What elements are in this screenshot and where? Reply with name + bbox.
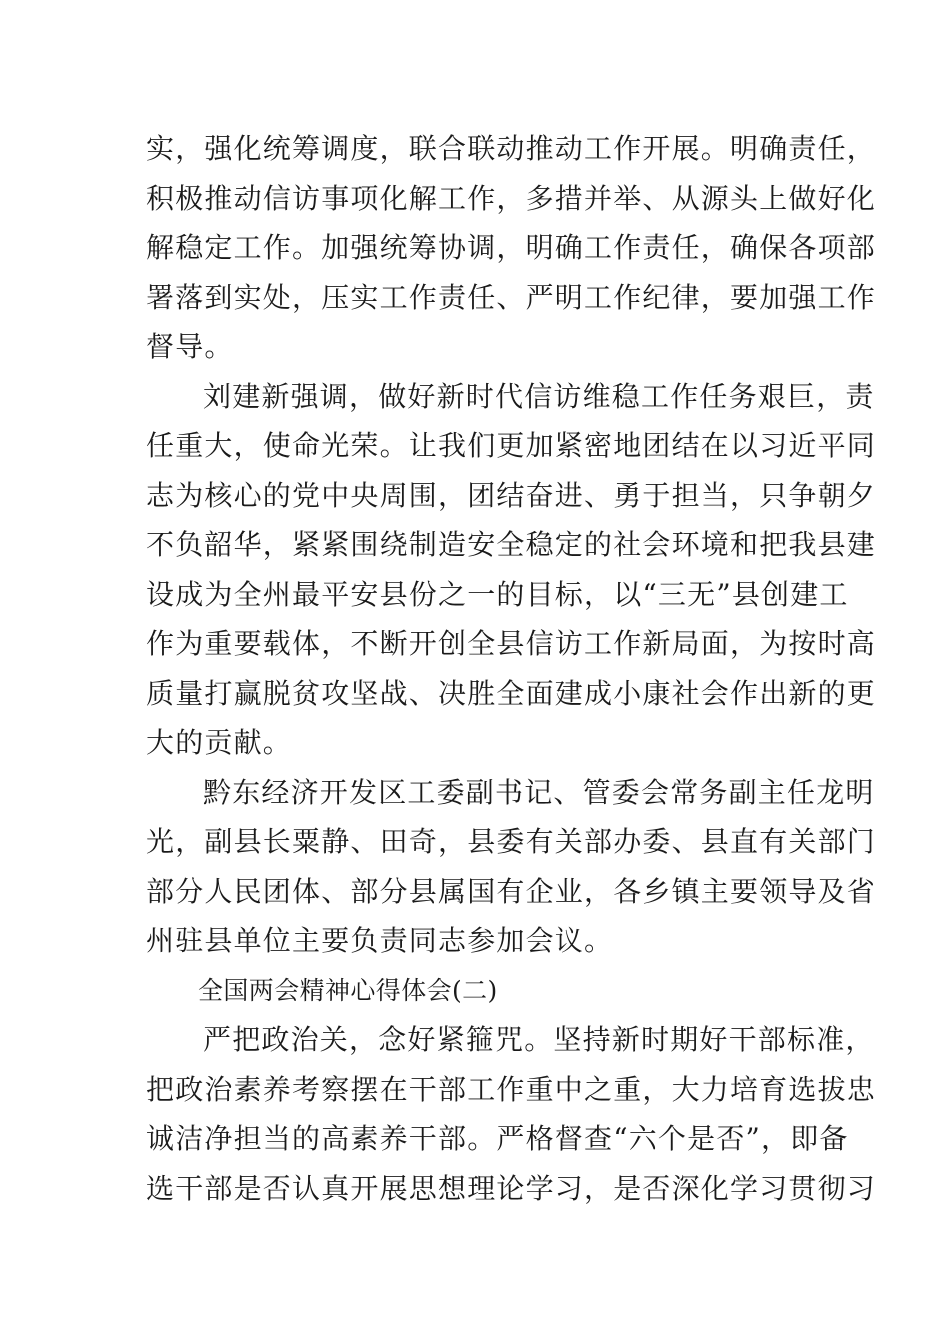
paragraph-3-line-3: 部分人民团体、部分县属国有企业，各乡镇主要领导及省	[146, 874, 877, 908]
paragraph-2-line-6: 作为重要载体，不断开创全县信访工作新局面，为按时高	[146, 627, 877, 660]
paragraph-1-line-2: 积极推动信访事项化解工作，多措并举、从源头上做好化	[146, 181, 877, 215]
section-heading: 全国两会精神心得体会(二)	[198, 975, 498, 1005]
paragraph-2-line-8: 大的贡献。	[146, 726, 293, 759]
paragraph-2-line-5: 设成为全州最平安县份之一的目标，以“三无”县创建工	[146, 577, 849, 611]
paragraph-2-line-2: 任重大，使命光荣。让我们更加紧密地团结在以习近平同	[146, 429, 877, 462]
paragraph-3-line-4: 州驻县单位主要负责同志参加会议。	[146, 924, 614, 957]
paragraph-4-line-3: 诚洁净担当的高素养干部。严格督查“六个是否”，即备	[146, 1122, 849, 1155]
paragraph-2-line-3: 志为核心的党中央周围，团结奋进、勇于担当，只争朝夕	[146, 478, 877, 512]
paragraph-2-line-4: 不负韶华，紧紧围绕制造安全稳定的社会环境和把我县建	[146, 528, 877, 561]
document-body	[146, 124, 877, 1213]
paragraph-3-line-2: 光，副县长粟静、田奇，县委有关部办委、县直有关部门	[146, 825, 877, 858]
paragraph-1-line-3: 解稳定工作。加强统筹协调，明确工作责任，确保各项部	[146, 231, 877, 264]
paragraph-4-line-2: 把政治素养考察摆在干部工作重中之重，大力培育选拔忠	[146, 1072, 877, 1106]
paragraph-4-line-1: 严把政治关，念好紧箍咒。坚持新时期好干部标准，	[203, 1023, 875, 1056]
paragraph-1-line-1: 实，强化统筹调度，联合联动推动工作开展。明确责任，	[146, 132, 877, 165]
paragraph-1-line-5: 督导。	[146, 330, 234, 363]
paragraph-2-line-1: 刘建新强调，做好新时代信访维稳工作任务艰巨，责	[203, 379, 875, 413]
paragraph-4-line-4: 选干部是否认真开展思想理论学习，是否深化学习贯彻习	[146, 1171, 877, 1205]
paragraph-2-line-7: 质量打赢脱贫攻坚战、决胜全面建成小康社会作出新的更	[146, 676, 877, 710]
paragraph-3-line-1: 黔东经济开发区工委副书记、管委会常务副主任龙明	[203, 775, 875, 809]
paragraph-1-line-4: 署落到实处，压实工作责任、严明工作纪律，要加强工作	[146, 280, 877, 314]
